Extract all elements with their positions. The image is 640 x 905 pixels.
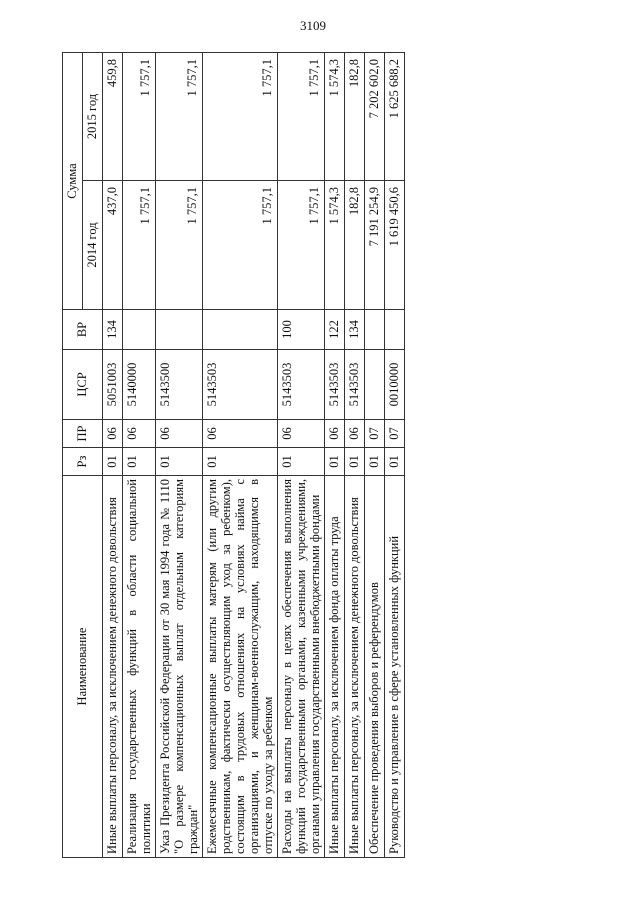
row-name: Иные выплаты персоналу, за исключением денежного довольствия <box>103 476 123 858</box>
row-sum-2014: 1 574,3 <box>325 181 345 310</box>
row-sum-2015: 1 574,3 <box>325 53 345 181</box>
row-sum-2014: 1 757,1 <box>203 181 278 310</box>
row-vr <box>203 310 278 350</box>
row-csr: 5051003 <box>103 350 123 420</box>
table-row <box>365 53 385 858</box>
table-row <box>345 53 365 858</box>
budget-table <box>62 52 405 858</box>
row-sum-2015: 7 202 602,0 <box>365 53 385 181</box>
row-sum-2014: 1 757,1 <box>156 181 203 310</box>
page-number: 3109 <box>300 18 326 33</box>
row-rz: 01 <box>123 448 156 476</box>
row-rz: 01 <box>325 448 345 476</box>
row-pr: 06 <box>278 420 325 448</box>
row-sum-2015: 1 757,1 <box>203 53 278 181</box>
row-vr: 134 <box>345 310 365 350</box>
row-sum-2015: 182,8 <box>345 53 365 181</box>
row-sum-2014: 1 757,1 <box>278 181 325 310</box>
row-csr <box>365 350 385 420</box>
row-csr: 0010000 <box>385 350 405 420</box>
row-name: Иные выплаты персоналу, за исключением фонда оплаты труда <box>325 476 345 858</box>
row-name: Руководство и управление в сфере установленных функций <box>385 476 405 858</box>
row-sum-2015: 1 757,1 <box>123 53 156 181</box>
row-csr: 5140000 <box>123 350 156 420</box>
row-csr: 5143503 <box>203 350 278 420</box>
header-sum: Сумма <box>63 53 83 310</box>
row-pr: 07 <box>385 420 405 448</box>
table-body <box>103 53 405 858</box>
row-vr: 100 <box>278 310 325 350</box>
row-rz: 01 <box>345 448 365 476</box>
row-pr: 06 <box>103 420 123 448</box>
row-vr <box>365 310 385 350</box>
header-row-1 <box>63 53 83 858</box>
row-rz: 01 <box>203 448 278 476</box>
row-sum-2014: 1 757,1 <box>123 181 156 310</box>
row-sum-2015: 1 757,1 <box>278 53 325 181</box>
header-2015: 2015 год <box>83 53 103 181</box>
table-row <box>103 53 123 858</box>
row-name: Иные выплаты персоналу, за исключением денежного довольствия <box>345 476 365 858</box>
row-rz: 01 <box>278 448 325 476</box>
row-sum-2014: 7 191 254,9 <box>365 181 385 310</box>
row-csr: 5143503 <box>325 350 345 420</box>
row-sum-2015: 1 757,1 <box>156 53 203 181</box>
table-row <box>325 53 345 858</box>
row-vr <box>385 310 405 350</box>
row-pr: 06 <box>156 420 203 448</box>
header-pr: ПР <box>63 420 103 448</box>
row-vr: 122 <box>325 310 345 350</box>
row-name: Обеспечение проведения выборов и референдумов <box>365 476 385 858</box>
row-vr <box>156 310 203 350</box>
row-pr: 07 <box>365 420 385 448</box>
row-pr: 06 <box>203 420 278 448</box>
row-rz: 01 <box>385 448 405 476</box>
row-csr: 5143503 <box>278 350 325 420</box>
row-name: Ежемесячные компенсационные выплаты матерям (или другим родственникам, фактически осуществляющим уход за ребенком), состоящим в трудовых отношениях на условиях найма с организациями, и женщинам-военнослужащим, находящимся в отпуске по уходу за ребенком <box>203 476 278 858</box>
header-csr: ЦСР <box>63 350 103 420</box>
row-rz: 01 <box>103 448 123 476</box>
row-sum-2015: 1 625 688,2 <box>385 53 405 181</box>
header-2014: 2014 год <box>83 181 103 310</box>
table-row <box>385 53 405 858</box>
row-name: Указ Президента Российской Федерации от 30 мая 1994 года № 1110 "О размере компенсационных выплат отдельным категориям граждан" <box>156 476 203 858</box>
row-pr: 06 <box>325 420 345 448</box>
row-pr: 06 <box>345 420 365 448</box>
row-sum-2015: 459,8 <box>103 53 123 181</box>
row-vr <box>123 310 156 350</box>
row-pr: 06 <box>123 420 156 448</box>
table-row <box>156 53 203 858</box>
row-name: Реализация государственных функций в области социальной политики <box>123 476 156 858</box>
row-rz: 01 <box>156 448 203 476</box>
row-sum-2014: 182,8 <box>345 181 365 310</box>
rotated-table-container <box>62 53 602 858</box>
row-sum-2014: 437,0 <box>103 181 123 310</box>
row-csr: 5143500 <box>156 350 203 420</box>
row-sum-2014: 1 619 450,6 <box>385 181 405 310</box>
header-name: Наименование <box>63 476 103 858</box>
row-csr: 5143503 <box>345 350 365 420</box>
table-row <box>278 53 325 858</box>
row-vr: 134 <box>103 310 123 350</box>
header-rz: Рз <box>63 448 103 476</box>
row-rz: 01 <box>365 448 385 476</box>
header-vr: ВР <box>63 310 103 350</box>
table-row <box>203 53 278 858</box>
table-row <box>123 53 156 858</box>
row-name: Расходы на выплаты персоналу в целях обеспечения выполнения функций государственными органами, казенными учреждениями, органами управления государственными внебюджетными фондами <box>278 476 325 858</box>
